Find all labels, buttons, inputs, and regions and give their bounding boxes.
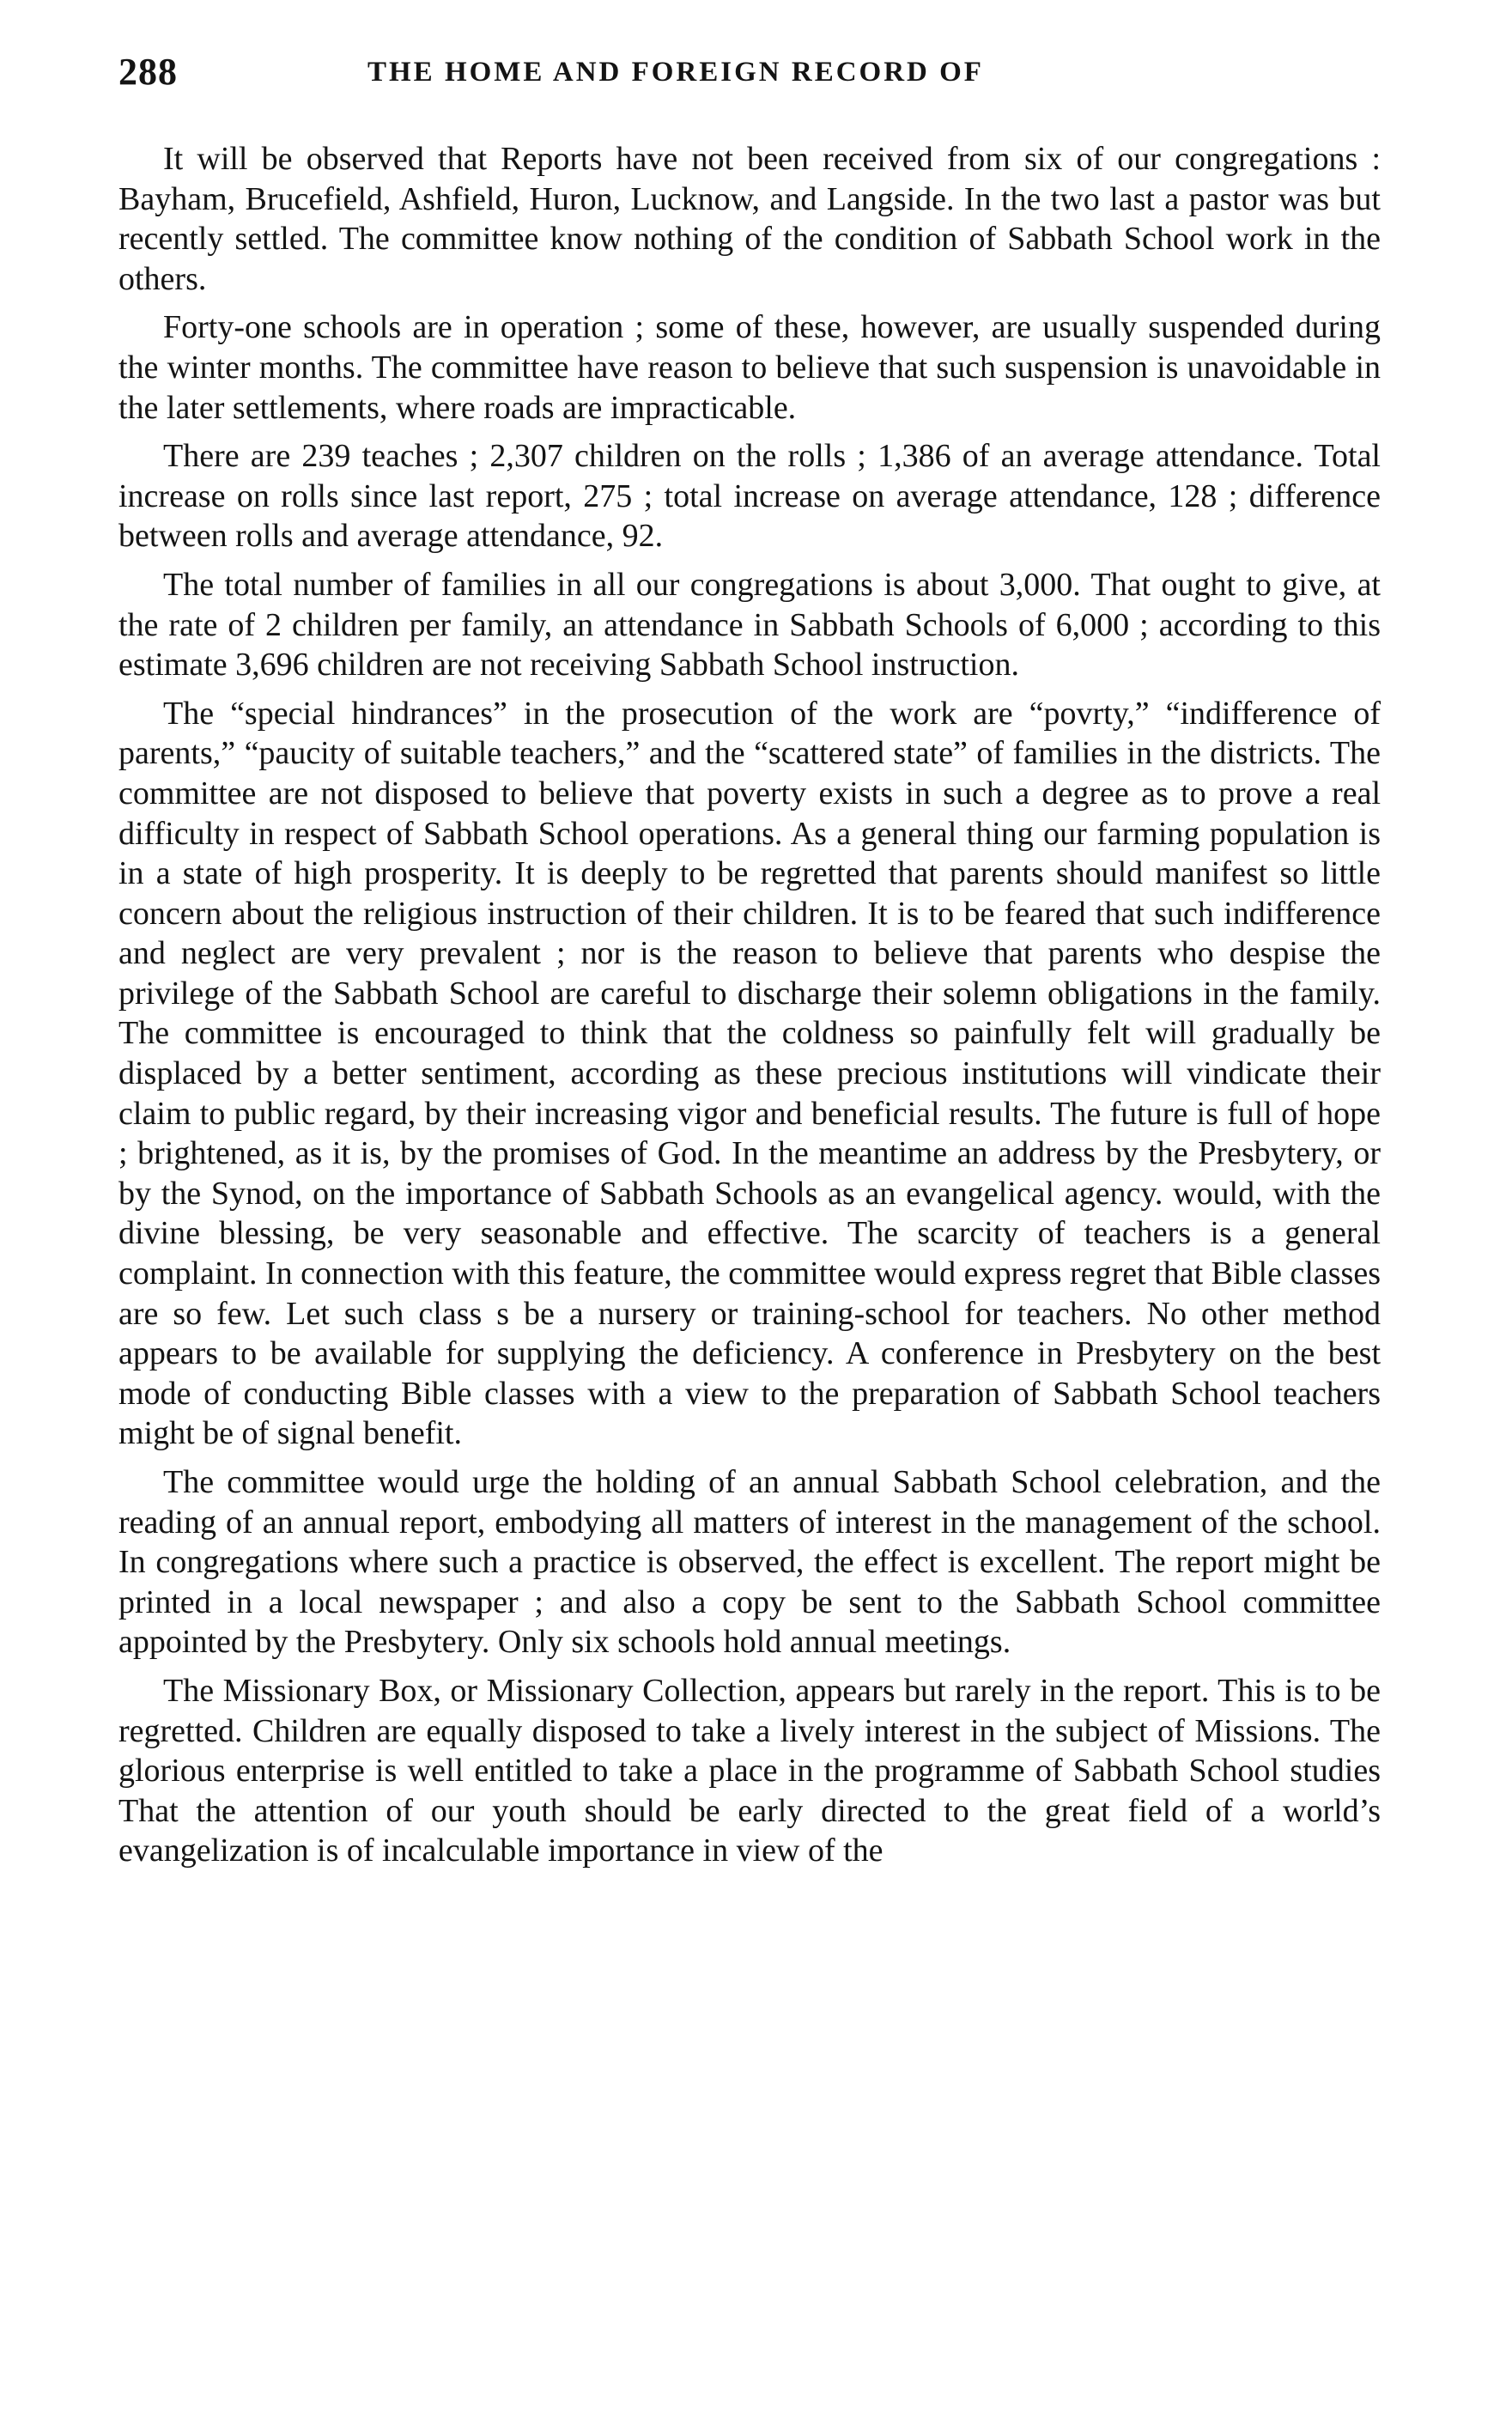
page-header	[118, 50, 1381, 101]
paragraph-special-hindrances: The “special hindrances” in the prosecution of the work are “povrty,” “indifference of parents,” “paucity of suitable teachers,” and the “scattered state” of families in the districts. The committee are not disposed to believe that poverty exists in such a degree as to prove a real difficulty in respect of Sabbath School operations. As a general thing our farming population is in a state of high prosperity. It is deeply to be regretted that parents should manifest so little concern about the religious instruction of their children. It is to be feared that such indifference and neglect are very prevalent ; nor is the reason to believe that parents who despise the privilege of the Sabbath School are careful to discharge their solemn obligations in the family. The committee is encouraged to think that the coldness so painfully felt will gradually be displaced by a better sentiment, according as these precious institutions will vindicate their claim to public regard, by their increasing vigor and beneficial results. The future is full of hope ; brightened, as it is, by the promises of God. In the meantime an address by the Presbytery, or by the Synod, on the importance of Sabbath Schools as an evangelical agency. would, with the divine blessing, be very seasonable and effective. The scarcity of teachers is a general complaint. In connection with this feature, the committee would express regret that Bible classes are so few. Let such class s be a nursery or training-school for teachers. No other method appears to be available for supplying the deficiency. A conference in Presbytery on the best mode of conducting Bible classes with a view to the preparation of Sabbath School teachers might be of signal benefit.	[118, 695, 1381, 1452]
paragraph-reports-missing: It will be observed that Reports have not been received from six of our congregations : Bayham, Brucefield, Ashfield, Huron, Lucknow, and Langside. In the two last a pastor was but recently settled. The committee know nothing of the condition of Sabbath School work in the others.	[118, 141, 1381, 297]
page-number: 288	[118, 51, 178, 93]
paragraph-annual-celebration: The committee would urge the holding of an annual Sabbath School celebration, and the reading of an annual report, embodying all matters of interest in the management of the school. In congregations where such a practice is observed, the effect is excellent. The report might be printed in a local newspaper ; and also a copy be sent to the Sabbath School committee appointed by the Presbytery. Only six schools hold annual meetings.	[118, 1464, 1381, 1661]
paragraph-missionary-box: The Missionary Box, or Missionary Collection, appears but rarely in the report. This is to be regretted. Children are equally disposed to take a lively interest in the subject of Missions. The glorious enterprise is well entitled to take a place in the programme of Sabbath School studies That the attention of our youth should be early directed to the great field of a world’s evangelization is of incalculable importance in view of the	[118, 1672, 1381, 1869]
paragraph-families-estimate: The total number of families in all our congregations is about 3,000. That ought to give, at the rate of 2 children per family, an attendance in Sabbath Schools of 6,000 ; according to this estimate 3,696 children are not receiving Sabbath School instruction.	[118, 566, 1381, 684]
paragraph-attendance-statistics: There are 239 teaches ; 2,307 children on the rolls ; 1,386 of an average attendance. Total increase on rolls since last report, 275 ; total increase on average attendance, 128 ; difference between rolls and average attendance, 92.	[118, 438, 1381, 555]
paragraph-schools-in-operation: Forty-one schools are in operation ; some of these, however, are usually suspended during the winter months. The committee have reason to believe that such suspension is unavoidable in the later settlements, where roads are impracticable.	[118, 309, 1381, 426]
article-body	[118, 139, 1381, 1880]
running-head: THE HOME AND FOREIGN RECORD OF	[367, 57, 984, 88]
